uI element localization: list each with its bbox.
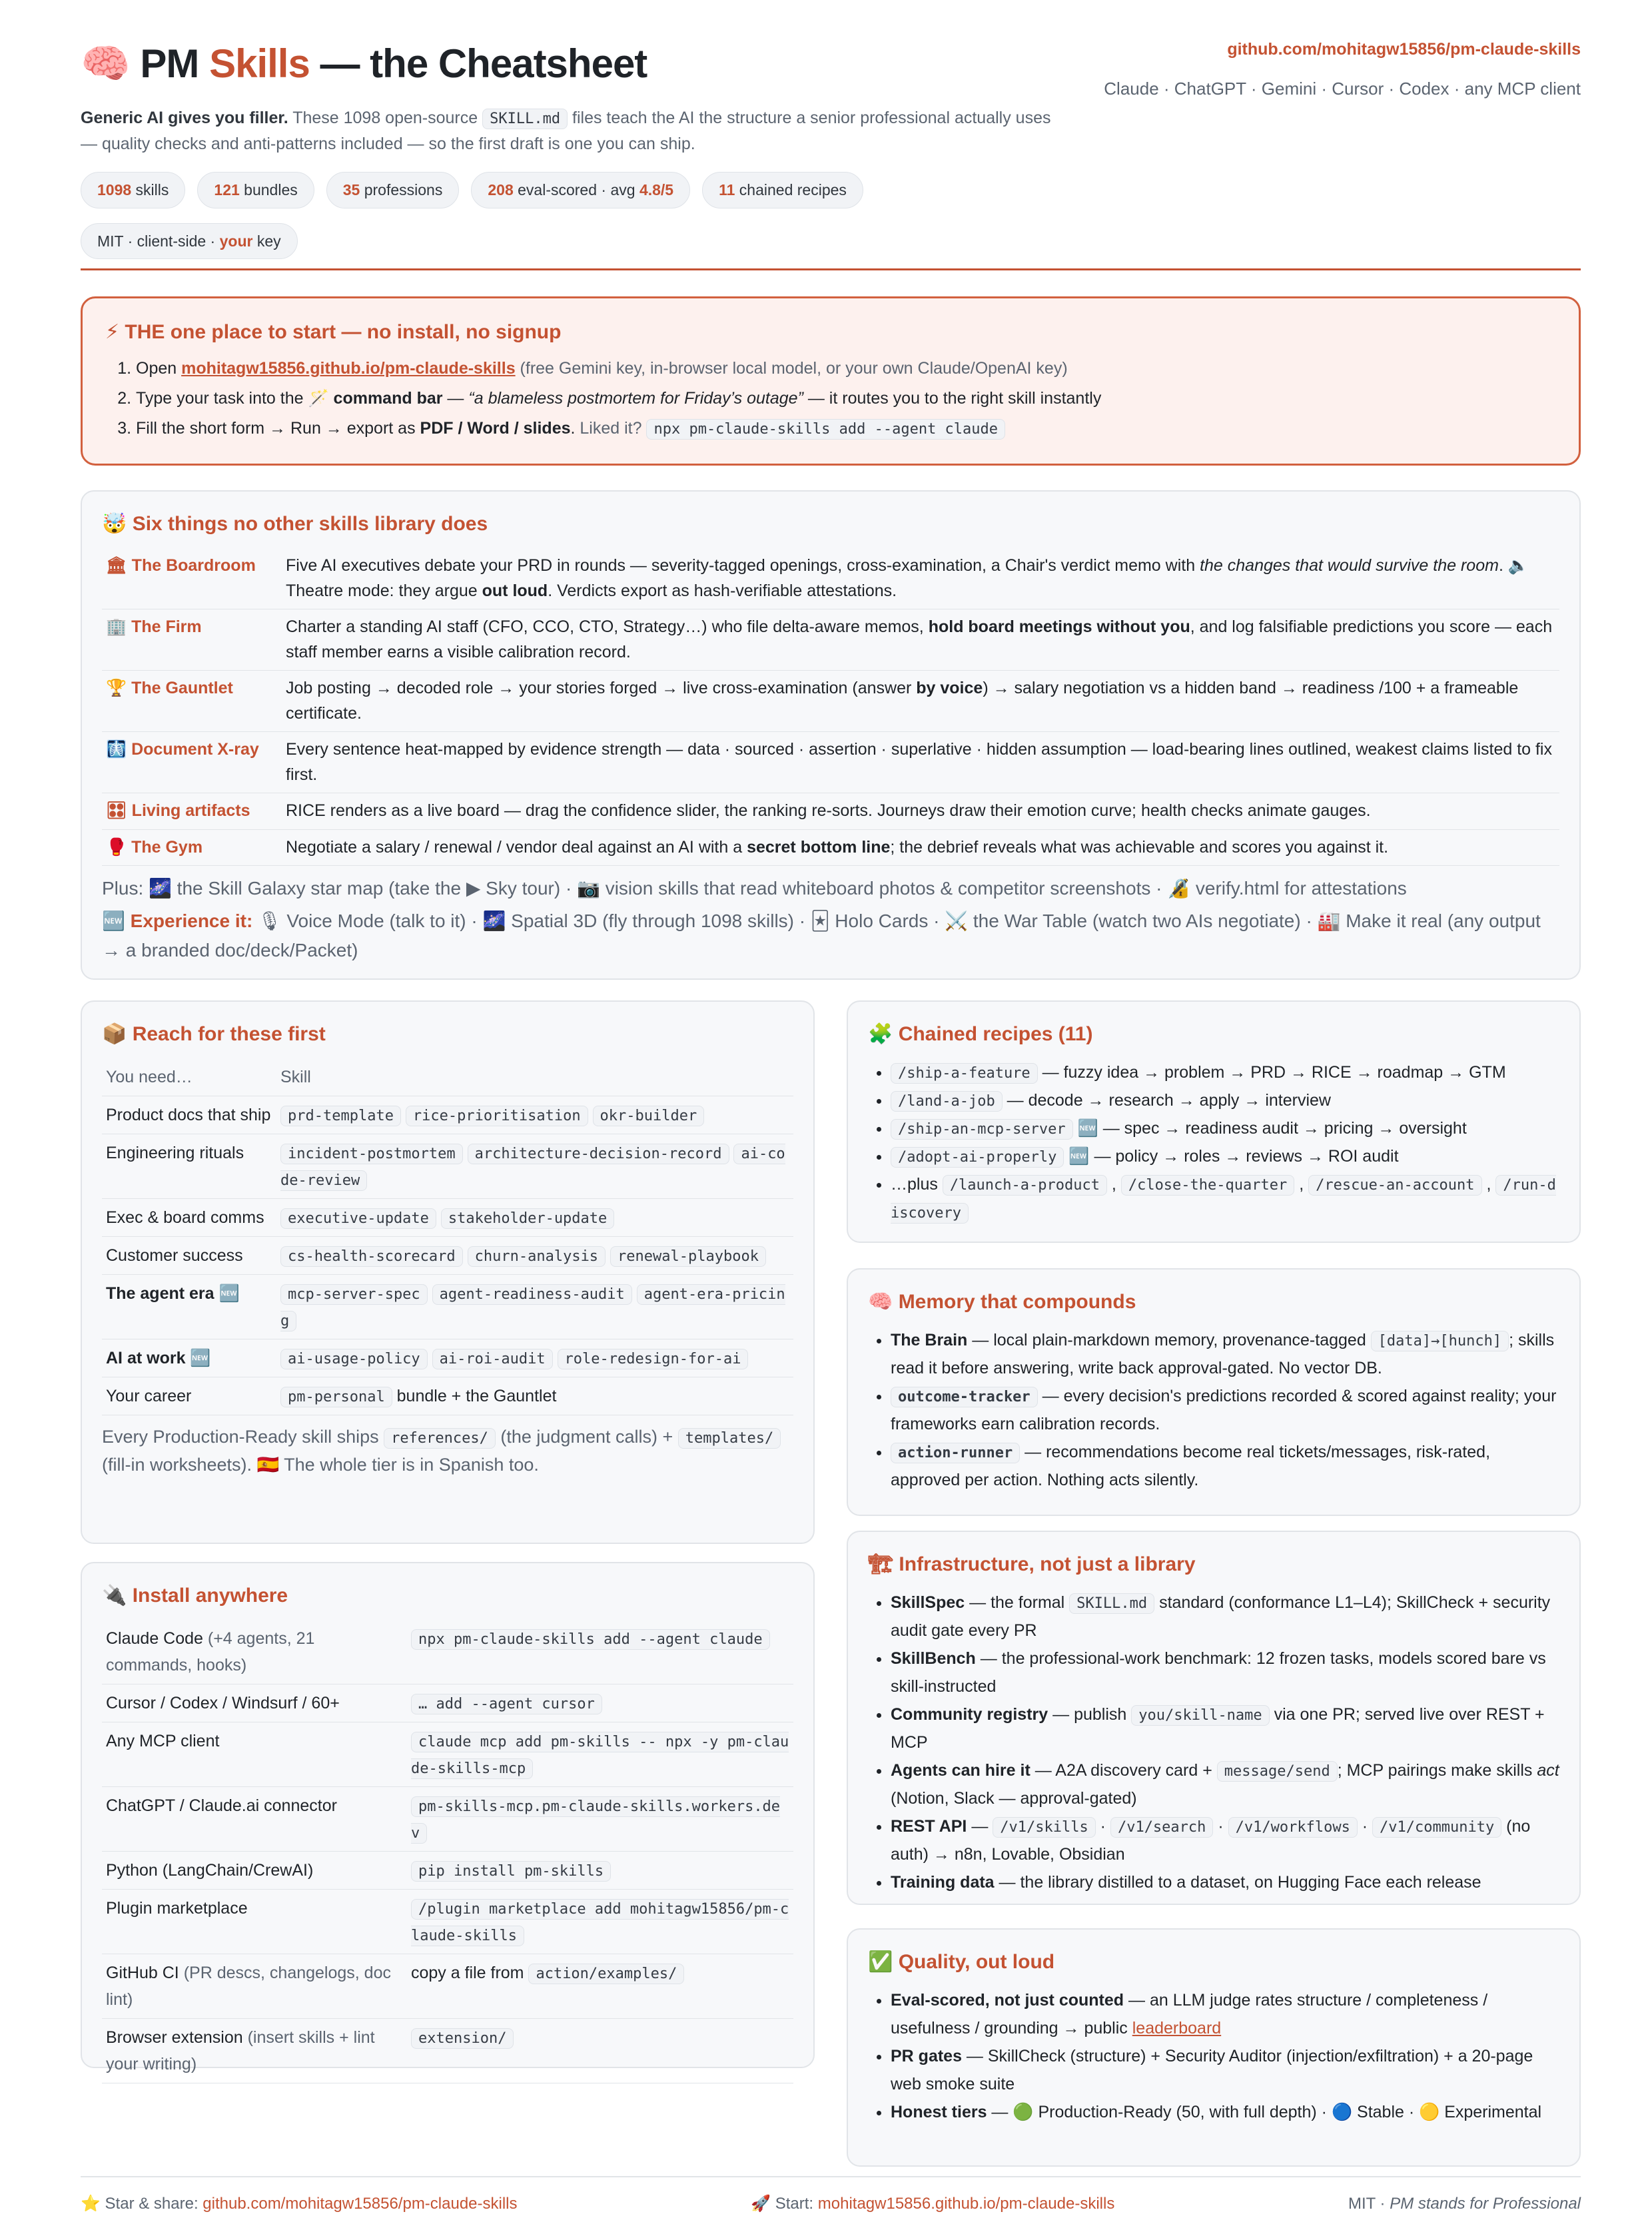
install-command-cell [407,1787,793,1852]
start-step: 1. Open mohitagw15856.github.io/pm-claude-skills (free Gemini key, in-browser local model, or your own Claude/OpenAI key) [136,354,1556,384]
skill-tag[interactable]: architecture-decision-record [468,1144,729,1164]
install-command-cell [407,1620,793,1684]
feature-desc: RICE renders as a live board — drag the confidence slider, the ranking re-sorts. Journeys draw their emotion curve; health checks animate gauges. [282,793,1559,830]
table-row [102,1787,793,1852]
six-things-table [102,548,1559,866]
feature-name: 🏢 The Firm [102,609,282,671]
list-item: • REST API — /v1/skills · /v1/search · /v1/workflows · /v1/community (no auth) → n8n, Lovable, Obsidian [891,1812,1559,1868]
skill-tag[interactable]: okr-builder [593,1106,705,1126]
table-row [102,1096,793,1134]
list-item: • /land-a-job — decode → research → apply → interview [891,1086,1559,1114]
install-command-cell [407,2019,793,2083]
skill-cell [276,1339,793,1377]
table-row [102,2019,793,2083]
need-label: Exec & board comms [102,1199,276,1237]
install-target: Claude Code (+4 agents, 21 commands, hooks) [102,1620,407,1684]
table-row [102,1954,793,2019]
install-command[interactable]: claude mcp add pm-skills -- npx -y pm-claude-skills-mcp [411,1732,789,1779]
install-command[interactable]: npx pm-claude-skills add --agent claude [646,419,1005,440]
infra-list [868,1589,1559,1896]
quality-list [868,1986,1559,2126]
skill-cell [276,1199,793,1237]
install-command[interactable]: … add --agent cursor [411,1694,602,1714]
six-things-card [81,490,1581,980]
list-item: • action-runner — recommendations become real tickets/messages, risk-rated, approved per action. Nothing acts silently. [891,1438,1559,1494]
list-item: • Training data — the library distilled to a dataset, on Hugging Face each release [891,1868,1559,1896]
footer-star: ⭐ Star & share: github.com/mohitagw15856/pm-claude-skills [81,2195,518,2213]
install-command[interactable]: pip install pm-skills [411,1861,611,1882]
table-row [102,1237,793,1275]
experience-line: 🆕 Experience it: 🎙 Voice Mode (talk to it) · 🌌 Spatial 3D (fly through 1098 skills) · 🃏 Holo Cards · ⚔️ the War Table (watch two AIs negotiate) · 🏭 Make it real (any output → a branded doc/deck/Packet) [102,911,1541,960]
brain-icon: 🧠 [81,41,130,86]
install-note: (PR descs, changelogs, doc lint) [106,1964,391,2009]
infra-title: 🏗 Infrastructure, not just a library [868,1553,1196,1575]
need-label: Customer success [102,1237,276,1275]
start-link[interactable]: mohitagw15856.github.io/pm-claude-skills [181,359,516,378]
leaderboard-link[interactable]: leaderboard [1132,2019,1222,2037]
recipe-command[interactable]: /ship-a-feature [891,1063,1038,1084]
skill-tag[interactable]: prd-template [280,1106,401,1126]
recipe-command[interactable]: /ship-an-mcp-server [891,1119,1073,1140]
list-item: • /ship-a-feature — fuzzy idea → problem → PRD → RICE → roadmap → GTM [891,1058,1559,1086]
list-item: • SkillBench — the professional-work benchmark: 12 frozen tasks, models scored bare vs skill-instructed [891,1645,1559,1700]
install-target: Browser extension (insert skills + lint your writing) [102,2019,407,2083]
skill-tag[interactable]: incident-postmortem [280,1144,463,1164]
start-step: 3. Fill the short form → Run → export as PDF / Word / slides. Liked it? npx pm-claude-skills add --agent claude [136,414,1556,444]
table-row [102,1199,793,1237]
cheatsheet-page [81,0,1581,2214]
install-command[interactable]: action/examples/ [528,1964,684,1984]
skill-tag[interactable]: ai-roi-audit [432,1349,553,1369]
memory-title: 🧠 Memory that compounds [868,1291,1136,1313]
table-row [102,1890,793,1954]
col-header: You need… [102,1058,276,1096]
skill-tag[interactable]: ai-usage-policy [280,1349,428,1369]
recipe-command[interactable]: /run-discovery [891,1175,1556,1224]
table-row [102,1377,793,1415]
pill-professions: 35 professions [326,172,460,208]
feature-desc: Job posting → decoded role → your stories forged → live cross-examination (answer by voice) → salary negotiation vs a hidden band → readiness /100 + a frameable certificate. [282,671,1559,732]
memory-card [847,1268,1581,1516]
pill-eval-scored: 208 eval-scored · avg 4.8/5 [471,172,690,208]
feature-row [102,829,1559,866]
install-command[interactable]: npx pm-claude-skills add --agent claude [411,1629,770,1650]
pill-license: MIT · client-side · your key [81,223,298,260]
feature-row [102,609,1559,671]
skill-cell [276,1237,793,1275]
start-title: ⚡ THE one place to start — no install, no signup [105,321,562,343]
feature-name: 🏛 The Boardroom [102,548,282,609]
list-item: • Eval-scored, not just counted — an LLM judge rates structure / completeness / usefulness / grounding → public leaderboard [891,1986,1559,2042]
install-card [81,1562,815,2073]
install-note: (insert skills + lint your writing) [106,2028,375,2073]
infrastructure-card [847,1531,1581,1905]
list-item: • …plus /launch-a-product , /close-the-quarter , /rescue-an-account , /run-discovery [891,1170,1559,1226]
pill-bundles: 121 bundles [197,172,314,208]
table-row [102,1684,793,1722]
header-divider [81,268,1581,270]
recipe-command[interactable]: /rescue-an-account [1308,1175,1481,1196]
list-item: • SkillSpec — the formal SKILL.md standard (conformance L1–L4); SkillCheck + security audit gate every PR [891,1589,1559,1645]
install-note: (+4 agents, 21 commands, hooks) [106,1629,315,1674]
feature-row [102,671,1559,732]
install-target: Plugin marketplace [102,1890,407,1954]
table-row [102,1134,793,1199]
table-row [102,1339,793,1377]
clients-list: Claude · ChatGPT · Gemini · Cursor · Codex · any MCP client [1104,78,1581,99]
footer-start-link[interactable]: mohitagw15856.github.io/pm-claude-skills [817,2195,1115,2213]
install-command-cell [407,1852,793,1890]
skill-tag[interactable]: ai-code-review [280,1144,785,1191]
skill-tag[interactable]: executive-update [280,1208,436,1229]
install-table [102,1620,793,2083]
feature-name: 🏆 The Gauntlet [102,671,282,732]
recipe-command[interactable]: /launch-a-product [943,1175,1107,1196]
list-item: • Community registry — publish you/skill-name via one PR; served live over REST + MCP [891,1700,1559,1756]
feature-name: 🎛 Living artifacts [102,793,282,830]
list-item: • outcome-tracker — every decision's predictions recorded & scored against reality; your frameworks earn calibration records. [891,1382,1559,1438]
install-command[interactable]: /plugin marketplace add mohitagw15856/pm-claude-skills [411,1899,789,1946]
list-item: • /adopt-ai-properly 🆕 — policy → roles → reviews → ROI audit [891,1142,1559,1170]
install-target: ChatGPT / Claude.ai connector [102,1787,407,1852]
pill-recipes: 11 chained recipes [702,172,863,208]
skill-tag[interactable]: pm-personal [280,1387,392,1407]
table-row [102,1722,793,1787]
feature-row [102,732,1559,793]
install-command-cell [407,1890,793,1954]
need-label: Your career [102,1377,276,1415]
pill-skills: 1098 skills [81,172,185,208]
skill-cell: pm-personal bundle + the Gauntlet [276,1377,793,1415]
chained-list [868,1058,1559,1226]
feature-row [102,793,1559,830]
footer-license: MIT · PM stands for Professional [1348,2195,1581,2213]
memory-list [868,1326,1559,1494]
skill-tag[interactable]: cs-health-scorecard [280,1246,463,1267]
intro-text: Generic AI gives you filler. These 1098 open-source SKILL.md files teach the AI the structure a senior professional actually uses — quality checks and anti-patterns included — so the first draft is one you can ship. [81,109,1051,153]
list-item: • Honest tiers — 🟢 Production-Ready (50, with full depth) · 🔵 Stable · 🟡 Experimental [891,2098,1559,2126]
reach-first-card [81,1000,815,1544]
repo-link[interactable]: github.com/mohitagw15856/pm-claude-skills [1227,40,1581,59]
skill-tag[interactable]: role-redesign-for-ai [558,1349,749,1369]
six-things-title: 🤯 Six things no other skills library does [102,513,488,535]
feature-desc: Every sentence heat-mapped by evidence strength — data · sourced · assertion · superlative · hidden assumption — load-bearing lines outlined, weakest claims listed to fix first. [282,732,1559,793]
feature-desc: Five AI executives debate your PRD in rounds — severity-tagged openings, cross-examination, a Chair's verdict memo with the changes that would survive the room. 🔈 Theatre mode: they argue out loud. Verdicts export as hash-verifiable attestations. [282,548,1559,609]
recipe-command[interactable]: /land-a-job [891,1091,1003,1112]
header-right [1104,37,1581,102]
table-row [102,1620,793,1684]
install-target: Cursor / Codex / Windsurf / 60+ [102,1684,407,1722]
need-label: Product docs that ship [102,1096,276,1134]
need-label: The agent era 🆕 [102,1275,276,1339]
skill-cell [276,1096,793,1134]
install-command[interactable]: pm-skills-mcp.pm-claude-skills.workers.dev [411,1796,780,1844]
quality-title: ✅ Quality, out loud [868,1951,1055,1973]
skill-cell [276,1134,793,1199]
list-item: • PR gates — SkillCheck (structure) + Security Auditor (injection/exfiltration) + a 20-page web smoke suite [891,2042,1559,2098]
start-steps [105,354,1556,444]
feature-name: 🥊 The Gym [102,829,282,866]
feature-desc: Charter a standing AI staff (CFO, CCO, CTO, Strategy…) who file delta-aware memos, hold board meetings without you, and log falsifiable predictions you score — each staff member earns a visible calibration record. [282,609,1559,671]
reach-title: 📦 Reach for these first [102,1023,326,1045]
plus-line: Plus: 🌌 the Skill Galaxy star map (take the ▶ Sky tour) · 📷 vision skills that read whiteboard photos & competitor screenshots · 🔏 verify.html for attestations [102,878,1407,899]
reach-footnote: Every Production-Ready skill ships references/ (the judgment calls) + templates/ (fill-in worksheets). 🇪🇸 The whole tier is in Spanish too. [102,1423,793,1479]
recipe-command[interactable]: /adopt-ai-properly [891,1147,1064,1168]
skill-tag[interactable]: mcp-server-spec [280,1284,428,1305]
table-row [102,1275,793,1339]
feature-desc: Negotiate a salary / renewal / vendor deal against an AI with a secret bottom line; the debrief reveals what was achievable and scores you against it. [282,829,1559,866]
list-item: • /ship-an-mcp-server 🆕 — spec → readiness audit → pricing → oversight [891,1114,1559,1142]
quality-card [847,1928,1581,2167]
stat-pills [81,172,1080,259]
footer [81,2176,1581,2216]
recipe-command[interactable]: /close-the-quarter [1121,1175,1294,1196]
skill-tag[interactable]: agent-era-pricing [280,1284,785,1331]
skill-tag[interactable]: agent-readiness-audit [432,1284,632,1305]
skill-tag[interactable]: renewal-playbook [610,1246,766,1267]
page-title: 🧠 PM Skills — the Cheatsheet [81,41,647,86]
list-item: • Agents can hire it — A2A discovery card + message/send ; MCP pairings make skills act (Notion, Slack — approval-gated) [891,1756,1559,1812]
start-box [81,296,1581,466]
install-command-cell: copy a file from action/examples/ [407,1954,793,2019]
list-item: • The Brain — local plain-markdown memory, provenance-tagged [data]→[hunch] ; skills read it before answering, write back approval-gated. No vector DB. [891,1326,1559,1382]
reach-table [102,1058,793,1415]
install-command[interactable]: extension/ [411,2028,514,2049]
install-target: GitHub CI (PR descs, changelogs, doc lint) [102,1954,407,2019]
footer-start: 🚀 Start: mohitagw15856.github.io/pm-claude-skills [751,2195,1115,2213]
header [81,0,1581,250]
chained-title: 🧩 Chained recipes (11) [868,1023,1093,1045]
start-step: 2. Type your task into the 🪄 command bar — “a blameless postmortem for Friday’s outage” — it routes you to the right skill instantly [136,384,1556,414]
need-label: Engineering rituals [102,1134,276,1199]
feature-name: 🩻 Document X-ray [102,732,282,793]
footer-repo-link[interactable]: github.com/mohitagw15856/pm-claude-skills [203,2195,518,2213]
install-command-cell [407,1722,793,1787]
skill-cell [276,1275,793,1339]
install-target: Any MCP client [102,1722,407,1787]
feature-row [102,548,1559,609]
install-command-cell [407,1684,793,1722]
col-header: Skill [276,1058,793,1096]
skill-tag[interactable]: rice-prioritisation [406,1106,588,1126]
install-title: 🔌 Install anywhere [102,1585,288,1607]
install-target: Python (LangChain/CrewAI) [102,1852,407,1890]
skill-tag[interactable]: churn-analysis [468,1246,606,1267]
chained-recipes-card [847,1000,1581,1243]
need-label: AI at work 🆕 [102,1339,276,1377]
table-row [102,1852,793,1890]
skill-tag[interactable]: stakeholder-update [441,1208,614,1229]
